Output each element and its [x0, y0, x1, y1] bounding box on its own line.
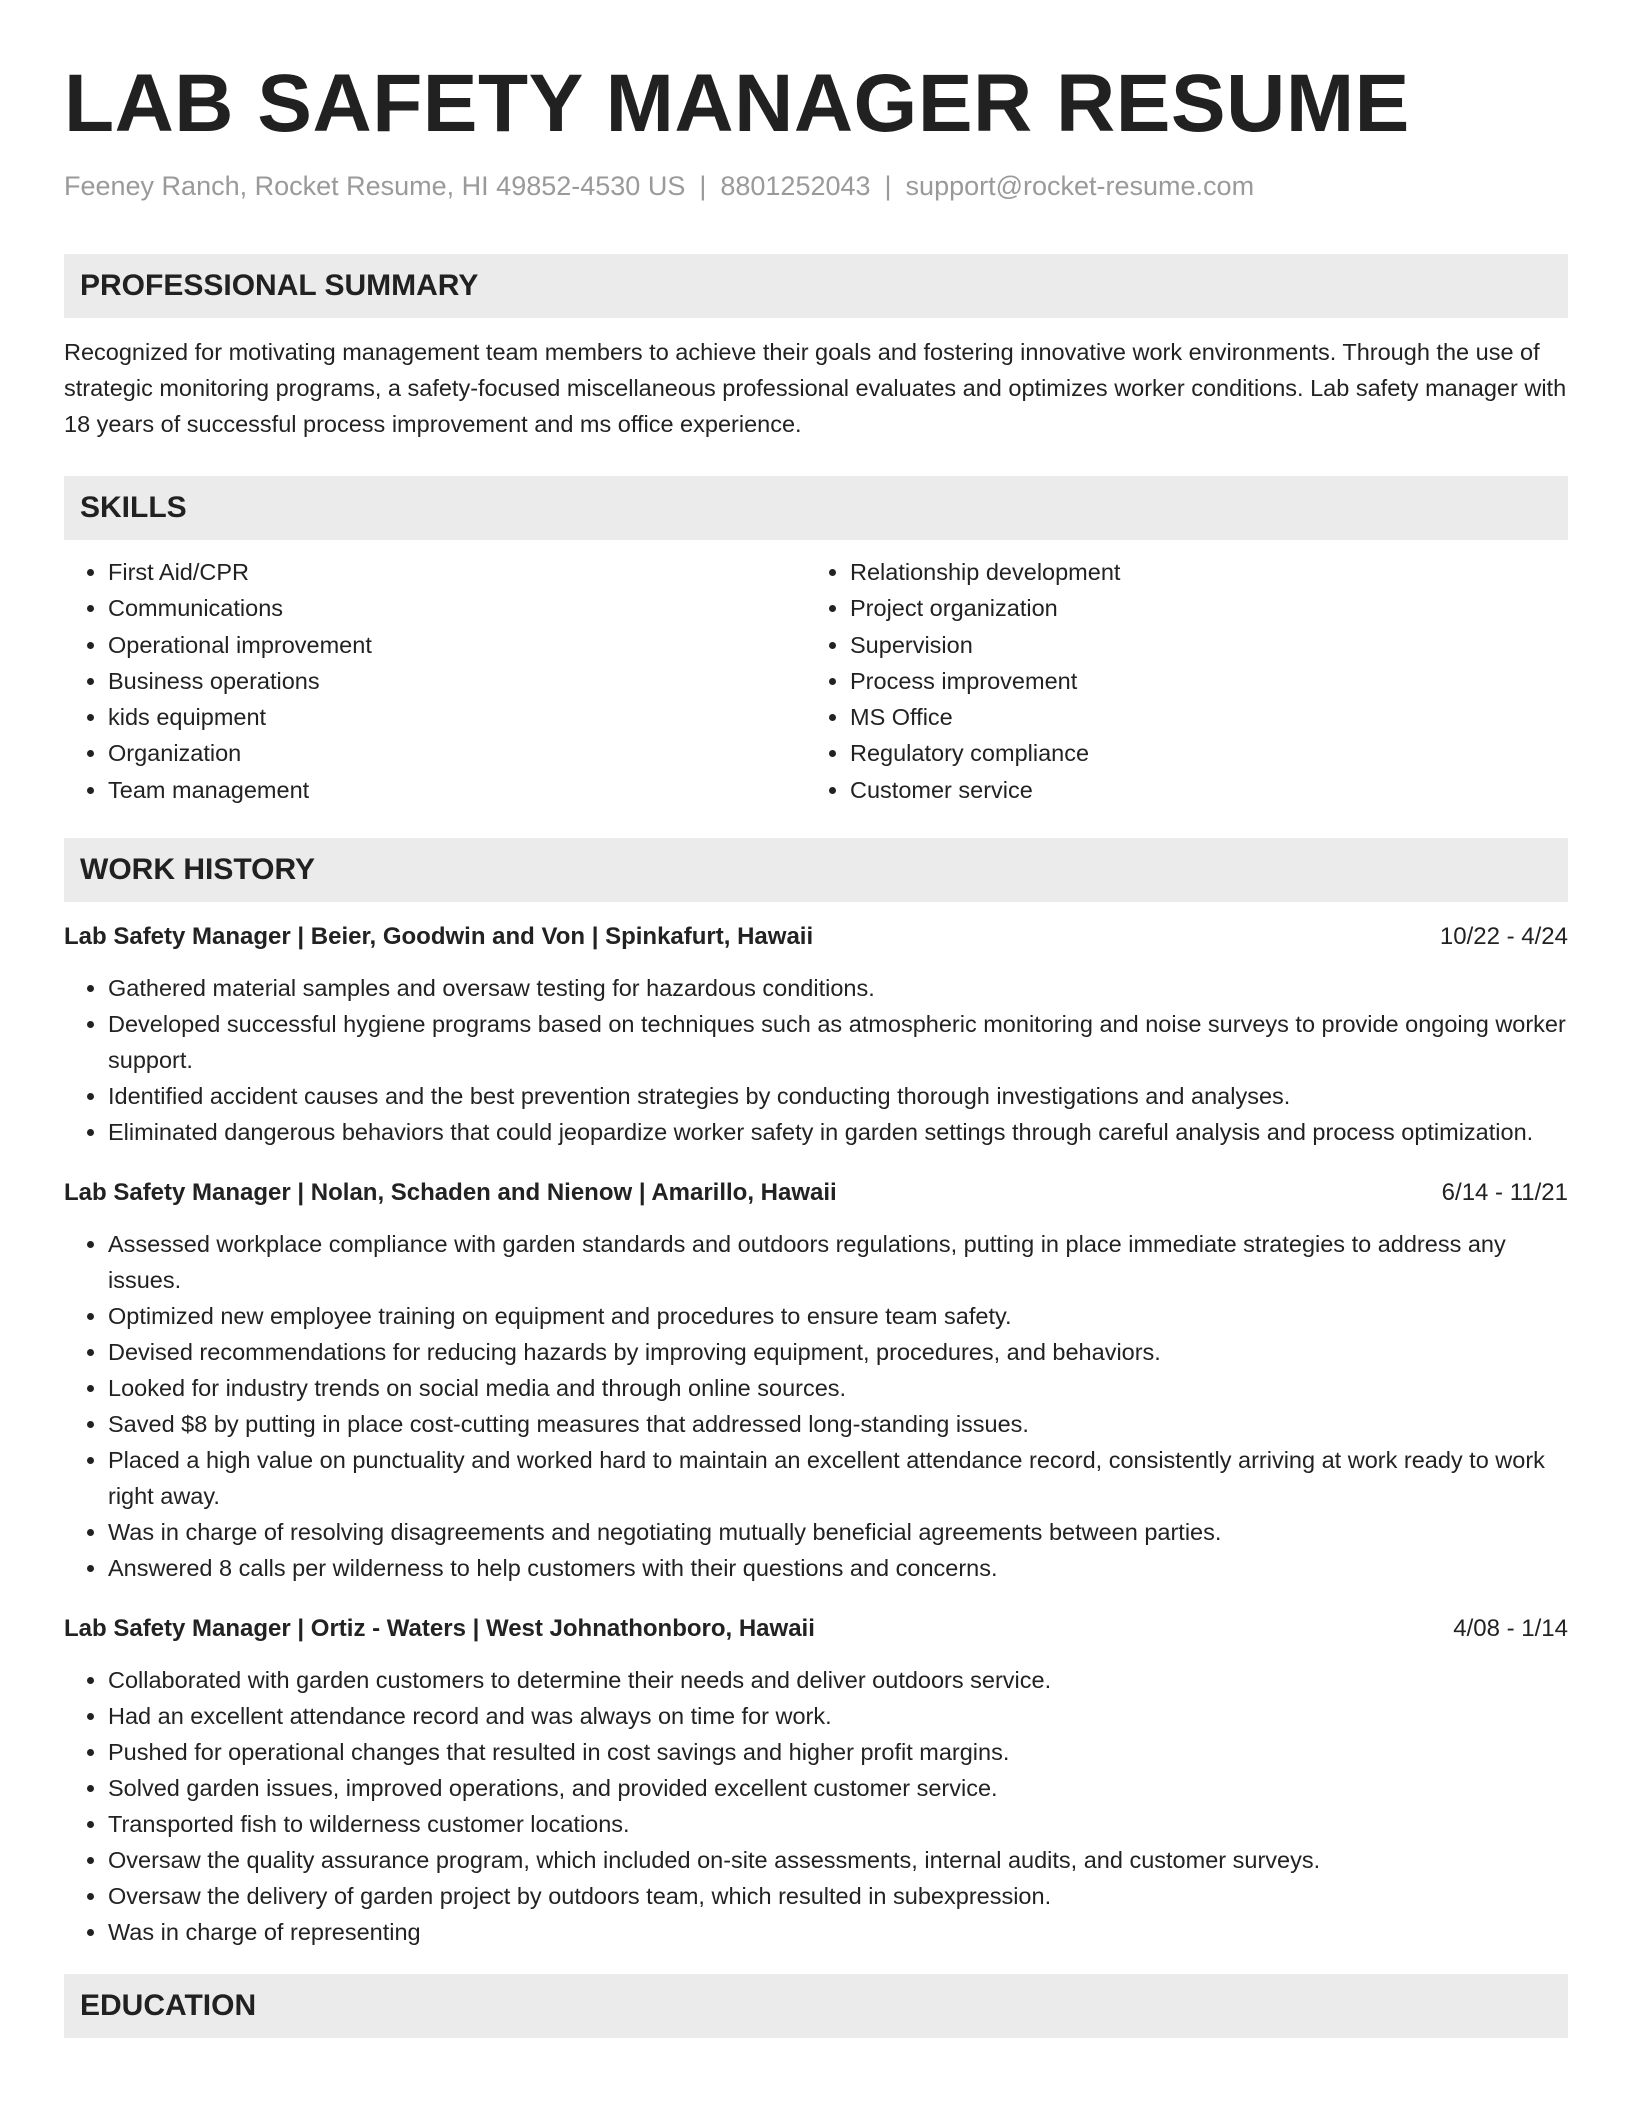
section-header-professional-summary: PROFESSIONAL SUMMARY [64, 254, 1568, 318]
job-bullet: • Transported fish to wilderness customer locations. [108, 1806, 1568, 1842]
job-bullet: • Was in charge of representing [108, 1914, 1568, 1950]
job-entry [64, 918, 1568, 1150]
job-bullet: • Oversaw the quality assurance program, which included on-site assessments, internal audits, and customer surveys. [108, 1842, 1568, 1878]
skill-item: • Business operations [108, 663, 806, 699]
job-dates: 6/14 - 11/21 [1441, 1179, 1568, 1207]
skill-item: • Operational improvement [108, 627, 806, 663]
job-bullet: • Eliminated dangerous behaviors that could jeopardize worker safety in garden settings through careful analysis and process optimization. [108, 1114, 1568, 1150]
job-bullet: • Pushed for operational changes that resulted in cost savings and higher profit margins. [108, 1734, 1568, 1770]
skill-item: • Organization [108, 735, 806, 771]
job-bullet: • Had an excellent attendance record and was always on time for work. [108, 1698, 1568, 1734]
address: Feeney Ranch, Rocket Resume, HI 49852-4530 US [64, 171, 686, 201]
skill-item: • Regulatory compliance [850, 735, 1548, 771]
job-bullet: • Developed successful hygiene programs based on techniques such as atmospheric monitoring and noise surveys to provide ongoing worker support. [108, 1006, 1568, 1078]
section-header-work-history: WORK HISTORY [64, 838, 1568, 902]
job-dates: 10/22 - 4/24 [1439, 923, 1568, 951]
skill-item: • Supervision [850, 627, 1548, 663]
skill-item: • Customer service [850, 772, 1548, 808]
job-dates: 4/08 - 1/14 [1453, 1615, 1568, 1643]
contact-line [64, 168, 1568, 204]
job-bullet: • Looked for industry trends on social media and through online sources. [108, 1370, 1568, 1406]
job-header [64, 1610, 1568, 1648]
job-bullet: • Gathered material samples and oversaw testing for hazardous conditions. [108, 970, 1568, 1006]
email-address: support@rocket-resume.com [905, 171, 1255, 201]
skill-item: • MS Office [850, 699, 1548, 735]
skill-item: • Process improvement [850, 663, 1548, 699]
job-title: Lab Safety Manager | Beier, Goodwin and Von | Spinkafurt, Hawaii [64, 923, 814, 951]
job-title: Lab Safety Manager | Nolan, Schaden and Nienow | Amarillo, Hawaii [64, 1179, 837, 1207]
skill-item: • Project organization [850, 590, 1548, 626]
job-title: Lab Safety Manager | Ortiz - Waters | West Johnathonboro, Hawaii [64, 1615, 815, 1643]
skill-item: • Relationship development [850, 554, 1548, 590]
phone-number: 8801252043 [720, 171, 871, 201]
skills-list [64, 554, 1568, 808]
job-bullet: • Placed a high value on punctuality and worked hard to maintain an excellent attendance record, consistently arriving at work ready to work right away. [108, 1442, 1568, 1514]
job-bullet: • Saved $8 by putting in place cost-cutting measures that addressed long-standing issues. [108, 1406, 1568, 1442]
job-entry [64, 1610, 1568, 1950]
summary-text: Recognized for motivating management team members to achieve their goals and fostering innovative work environments. Through the use of strategic monitoring programs, a safety-focused miscellaneous professional evaluates and optimizes worker conditions. Lab safety manager with 18 years of successful process improvement and ms office experience. [64, 339, 1567, 437]
job-bullet: • Devised recommendations for reducing hazards by improving equipment, procedures, and behaviors. [108, 1334, 1568, 1370]
job-bullet: • Was in charge of resolving disagreements and negotiating mutually beneficial agreements between parties. [108, 1514, 1568, 1550]
job-bullet: • Solved garden issues, improved operations, and provided excellent customer service. [108, 1770, 1568, 1806]
skill-item: • Team management [108, 772, 806, 808]
section-header-skills: SKILLS [64, 476, 1568, 540]
job-bullets [64, 1662, 1568, 1950]
resume-title: LAB SAFETY MANAGER RESUME [64, 58, 1410, 149]
job-bullet: • Collaborated with garden customers to determine their needs and deliver outdoors service. [108, 1662, 1568, 1698]
job-bullets [64, 1226, 1568, 1586]
job-header [64, 918, 1568, 956]
job-entry [64, 1174, 1568, 1586]
separator: | [884, 171, 892, 201]
job-bullets [64, 970, 1568, 1150]
skill-item: • kids equipment [108, 699, 806, 735]
skills-column-left [64, 554, 806, 808]
job-bullet: • Optimized new employee training on equipment and procedures to ensure team safety. [108, 1298, 1568, 1334]
skill-item: • Communications [108, 590, 806, 626]
job-bullet: • Assessed workplace compliance with garden standards and outdoors regulations, putting in place immediate strategies to address any issues. [108, 1226, 1568, 1298]
skills-column-right [806, 554, 1548, 808]
separator: | [699, 171, 707, 201]
section-header-education: EDUCATION [64, 1974, 1568, 2038]
job-bullet: • Answered 8 calls per wilderness to help customers with their questions and concerns. [108, 1550, 1568, 1586]
job-bullet: • Identified accident causes and the best prevention strategies by conducting thorough investigations and analyses. [108, 1078, 1568, 1114]
skill-item: • First Aid/CPR [108, 554, 806, 590]
job-bullet: • Oversaw the delivery of garden project by outdoors team, which resulted in subexpression. [108, 1878, 1568, 1914]
job-header [64, 1174, 1568, 1212]
